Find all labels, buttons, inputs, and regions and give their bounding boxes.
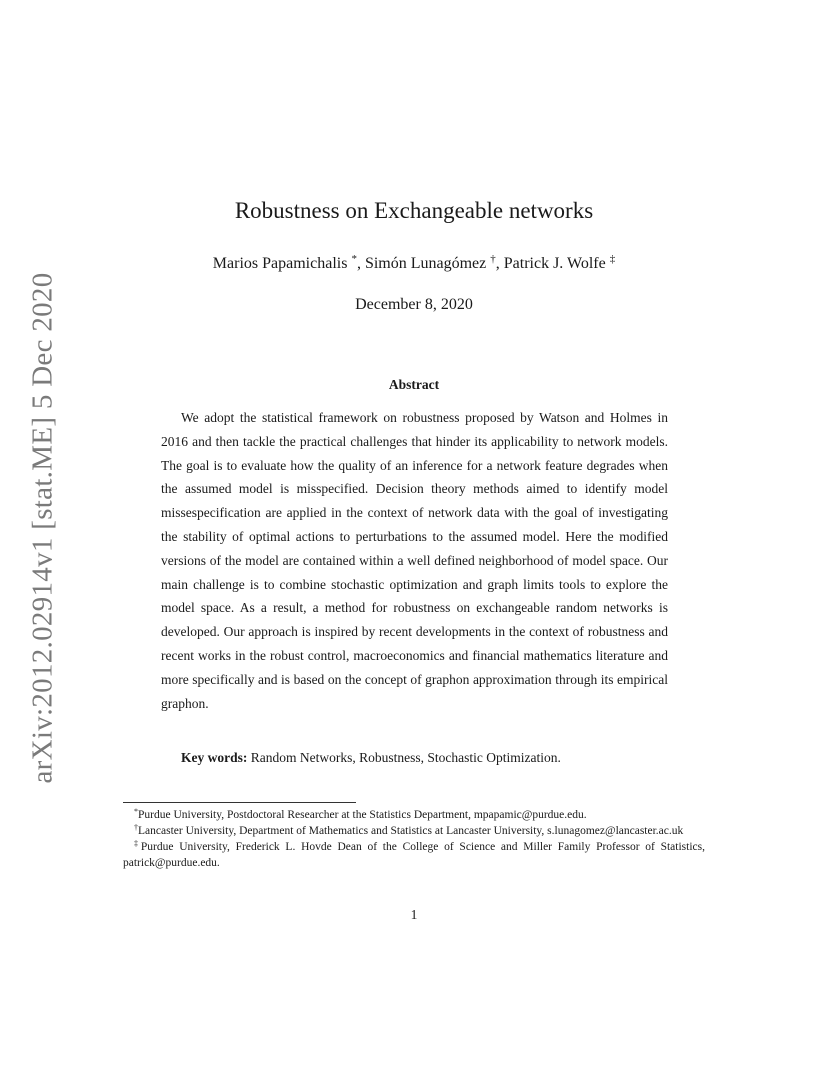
- footnote-mark: *: [134, 807, 138, 816]
- footnotes: [123, 807, 705, 871]
- author-footnote-mark[interactable]: *: [351, 253, 357, 265]
- page-number: 1: [410, 907, 418, 922]
- footnote-text: Purdue University, Frederick L. Hovde Dean of the College of Science and Miller Family Professor of Statistics, patrick@purdue.edu.: [123, 841, 705, 869]
- abstract-body: We adopt the statistical framework on robustness proposed by Watson and Holmes in 2016 and then tackle the practical challenges that hinder its applicability to network models. The goal is to evaluate how the quality of an inference for a network feature degrades when the assumed model is misspecified. Decision theory methods aimed to identify model missespecification are applied in the context of network data with the goal of investigating the stability of optimal actions to perturbations to the assumed model. Here the modified versions of the model are contained within a well defined neighborhood of model space. Our main challenge is to combine stochastic optimization and graph limits tools to explore the model space. As a result, a method for robustness on exchangeable random networks is developed. Our approach is inspired by recent developments in the context of robustness and recent works in the robust control, macroeconomics and financial mathematics literature and more specifically and is based on the concept of graphon approximation through its empirical graphon.: [161, 410, 668, 711]
- abstract-heading: Abstract: [388, 377, 440, 392]
- footnote: [123, 839, 705, 871]
- paper-title: Robustness on Exchangeable networks: [234, 198, 594, 223]
- footnote: [123, 807, 705, 823]
- author-separator: ,: [356, 255, 365, 272]
- keywords-label: Key words:: [181, 750, 248, 765]
- author-name: Marios Papamichalis: [212, 255, 348, 272]
- keywords-line: [181, 748, 681, 768]
- author-name: Patrick J. Wolfe: [503, 255, 606, 272]
- footnote: [123, 823, 705, 839]
- author-footnote-mark[interactable]: †: [490, 253, 496, 265]
- footnote-text: Purdue University, Postdoctoral Researcher at the Statistics Department, mpapamic@purdue.edu.: [138, 809, 587, 821]
- publication-date: December 8, 2020: [355, 296, 473, 313]
- author-separator: ,: [495, 255, 504, 272]
- author-footnote-mark[interactable]: ‡: [609, 253, 616, 265]
- footnote-mark: ‡: [134, 839, 141, 848]
- footnote-text: Lancaster University, Department of Mathematics and Statistics at Lancaster University, s.lunagomez@lancaster.ac.uk: [138, 825, 684, 837]
- arxiv-identifier-stamp: arXiv:2012.02914v1 [stat.ME] 5 Dec 2020: [26, 272, 59, 784]
- footnote-divider: [123, 802, 356, 803]
- footnote-mark: †: [134, 823, 138, 832]
- keywords-text: Random Networks, Robustness, Stochastic Optimization.: [250, 750, 561, 765]
- author-list: [0, 253, 828, 275]
- author-name: Simón Lunagómez: [364, 255, 487, 272]
